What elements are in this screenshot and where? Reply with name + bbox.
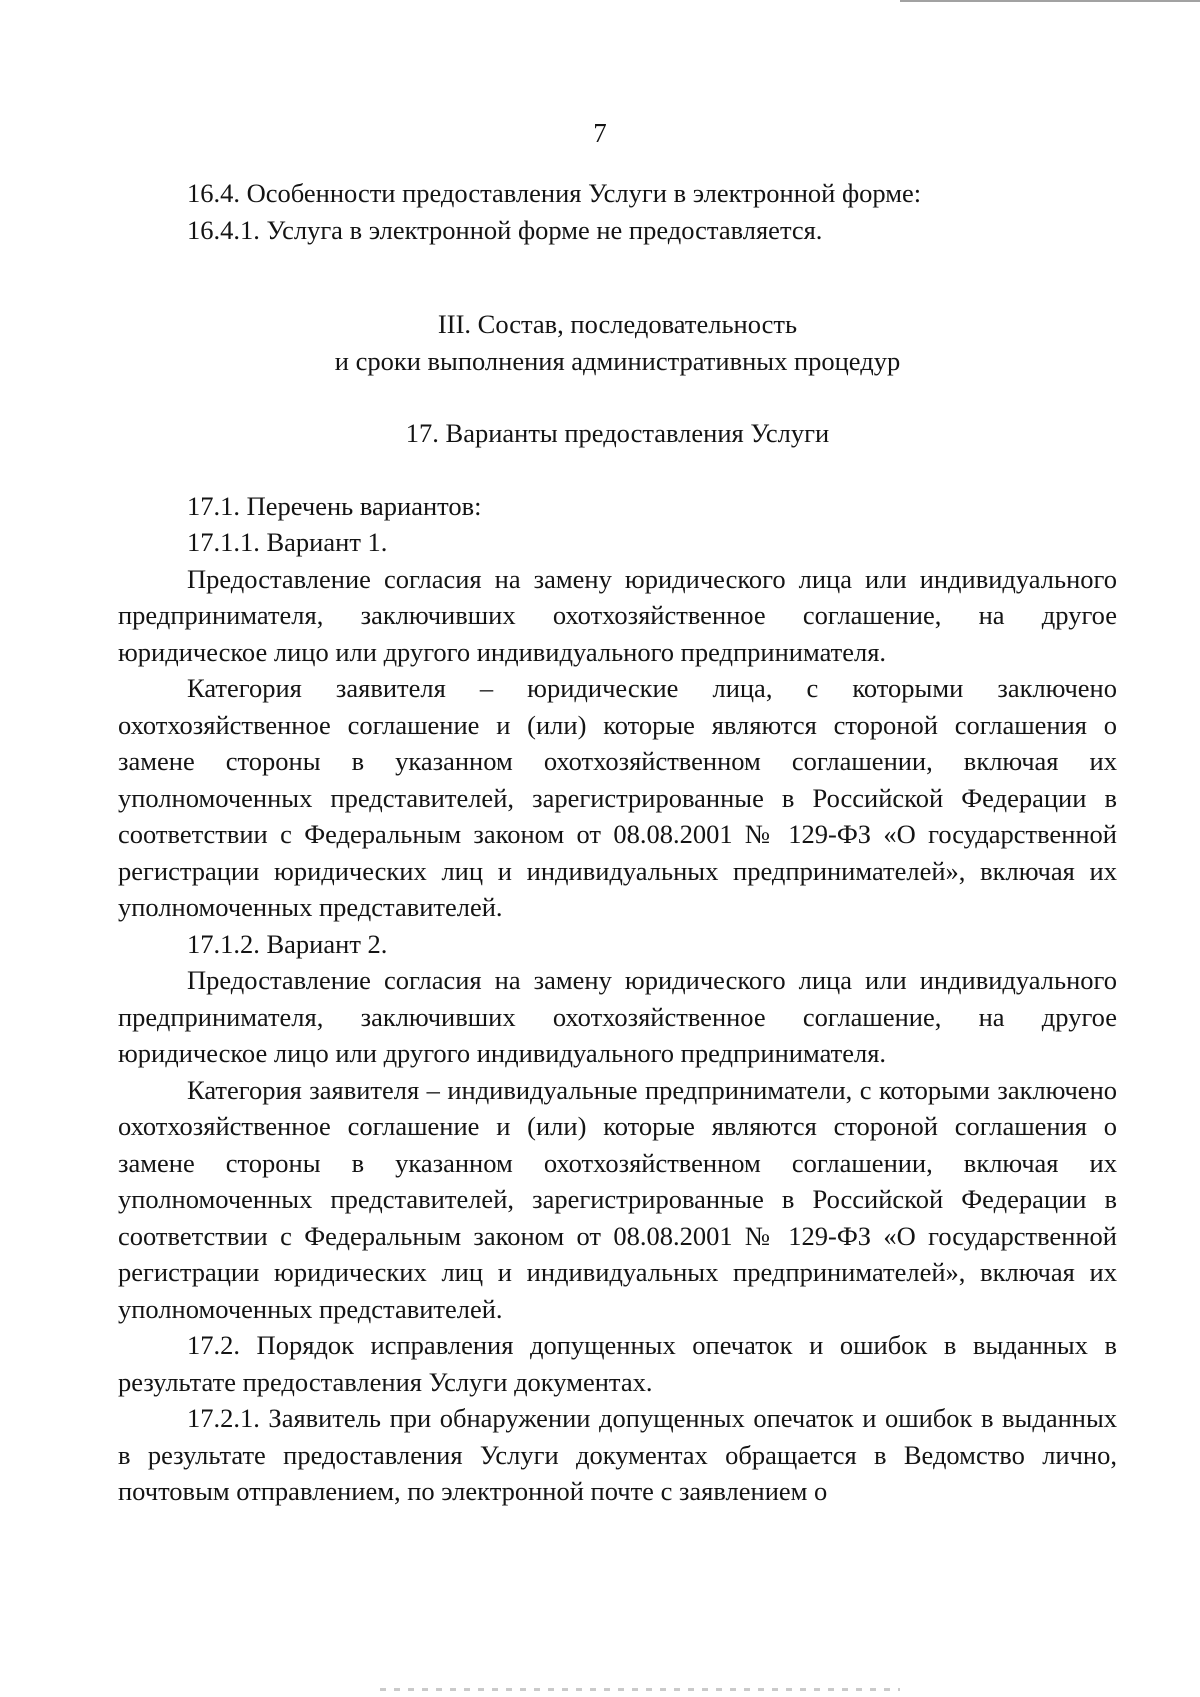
variant-1-category: Категория заявителя – юридические лица, с которыми заключено охотхозяйственное соглашение и (или) которые являются стороной соглашения о замене стороны в указанном охотхозяйственном соглашении, включая их уполномоченных представителей, зарегистрированные в Российской Федерации в соответствии с Федеральным законом от 08.08.2001 № 129-ФЗ «О государственной регистрации юридических лиц и индивидуальных предпринимателей», включая их уполномоченных представителей. — [118, 673, 1117, 922]
document-body — [118, 175, 1117, 1510]
scan-artifact-top — [900, 0, 1200, 2]
paragraph-16-4-1: 16.4.1. Услуга в электронной форме не предоставляется. — [187, 214, 823, 245]
subsection-17-title: 17. Варианты предоставления Услуги — [405, 418, 830, 448]
page-number: 7 — [593, 118, 607, 148]
section-title-line-2: и сроки выполнения административных процедур — [334, 345, 901, 376]
paragraph-17-2-1: 17.2.1. Заявитель при обнаружении допущенных опечаток и ошибок в выданных в результате предоставления Услуги документах обращается в Ведомство лично, почтовым отправлением, по электронной почте с заявлением о — [118, 1403, 1117, 1506]
scan-artifact-bottom — [380, 1688, 900, 1691]
variant-1-description: Предоставление согласия на замену юридического лица или индивидуального предпринимателя, заключивших охотхозяйственное соглашение, на другое юридическое лицо или другого индивидуального предпринимателя. — [118, 563, 1117, 667]
paragraph-16-4: 16.4. Особенности предоставления Услуги в электронной форме: — [187, 178, 922, 208]
paragraph-17-1: 17.1. Перечень вариантов: — [187, 490, 482, 521]
variant-2-description: Предоставление согласия на замену юридического лица или индивидуального предпринимателя, заключивших охотхозяйственное соглашение, на другое юридическое лицо или другого индивидуального предпринимателя. — [118, 965, 1117, 1068]
paragraph-17-1-2: 17.1.2. Вариант 2. — [187, 928, 388, 959]
variant-2-category: Категория заявителя – индивидуальные предприниматели, с которыми заключено охотхозяйственное соглашение и (или) которые являются стороной соглашения о замене стороны в указанном охотхозяйственном соглашении, включая их уполномоченных представителей, зарегистрированные в Российской Федерации в соответствии с Федеральным законом от 08.08.2001 № 129-ФЗ «О государственной регистрации юридических лиц и индивидуальных предпринимателей», включая их уполномоченных представителей. — [118, 1074, 1117, 1324]
paragraph-17-1-1: 17.1.1. Вариант 1. — [187, 527, 388, 557]
paragraph-17-2: 17.2. Порядок исправления допущенных опечаток и ошибок в выданных в результате предоставления Услуги документах. — [118, 1330, 1117, 1397]
section-title-line-1: III. Состав, последовательность — [437, 309, 798, 339]
